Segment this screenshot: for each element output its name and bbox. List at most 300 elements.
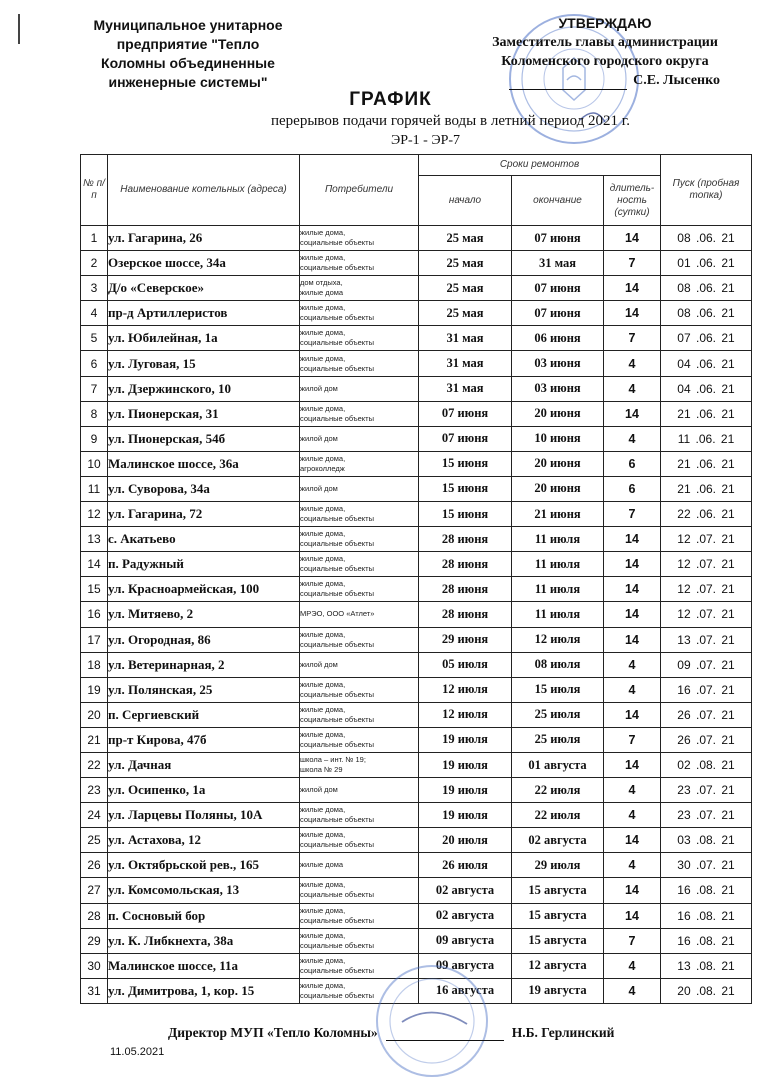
boiler-address: ул. Полянская, 25 <box>108 677 300 702</box>
document-title: ГРАФИК <box>349 89 432 110</box>
consumer-line: жилые дома, <box>300 353 346 363</box>
row-number: 13 <box>81 527 108 552</box>
repair-start: 25 мая <box>419 226 512 251</box>
repair-end: 15 августа <box>512 903 604 928</box>
test-launch-date: 13 .08. 21 <box>661 953 752 978</box>
consumer-line: школа – инт. № 19; <box>300 755 366 765</box>
boiler-address: ул. Дзержинского, 10 <box>108 376 300 401</box>
table-row <box>81 401 752 426</box>
consumer-line: жилые дома, <box>300 830 346 840</box>
test-launch-date: 03 .08. 21 <box>661 828 752 853</box>
table-row <box>81 803 752 828</box>
consumer-line: социальные объекты <box>300 363 375 373</box>
consumer-line: социальные объекты <box>300 514 375 524</box>
table-row <box>81 602 752 627</box>
repair-end: 02 августа <box>512 828 604 853</box>
boiler-address: п. Радужный <box>108 552 300 577</box>
test-launch-date: 16 .08. 21 <box>661 878 752 903</box>
table-row <box>81 326 752 351</box>
repair-end: 22 июля <box>512 778 604 803</box>
consumer-line: социальные объекты <box>300 815 375 825</box>
repair-end: 20 июня <box>512 401 604 426</box>
consumers <box>300 853 419 878</box>
repair-start: 25 мая <box>419 251 512 276</box>
consumer-line: социальные объекты <box>300 714 375 724</box>
duration-days: 14 <box>604 276 661 301</box>
consumer-line: социальные объекты <box>300 639 375 649</box>
approval-line-2: Коломенского городского округа <box>501 54 709 69</box>
consumer-line: жилые дома, <box>300 303 346 313</box>
boiler-address: Д/о «Северское» <box>108 276 300 301</box>
test-launch-date: 08 .06. 21 <box>661 226 752 251</box>
consumer-line: дом отдыха, <box>300 278 343 288</box>
row-number: 20 <box>81 702 108 727</box>
repair-end: 15 августа <box>512 878 604 903</box>
consumers <box>300 602 419 627</box>
consumer-line: социальные объекты <box>300 890 375 900</box>
repair-end: 21 июня <box>512 502 604 527</box>
consumers <box>300 226 419 251</box>
table-row <box>81 376 752 401</box>
consumers <box>300 727 419 752</box>
consumer-line: жилые дома, <box>300 679 346 689</box>
repair-end: 08 июля <box>512 652 604 677</box>
consumers <box>300 426 419 451</box>
table-row <box>81 828 752 853</box>
director-name: Н.Б. Герлинский <box>511 1025 615 1040</box>
repair-end: 12 июля <box>512 627 604 652</box>
test-launch-date: 08 .06. 21 <box>661 276 752 301</box>
consumers <box>300 376 419 401</box>
consumer-line: социальные объекты <box>300 564 375 574</box>
test-launch-date: 02 .08. 21 <box>661 752 752 777</box>
consumers <box>300 326 419 351</box>
consumer-line: жилые дома, <box>300 554 346 564</box>
row-number: 26 <box>81 853 108 878</box>
repair-start: 09 августа <box>419 928 512 953</box>
consumers <box>300 652 419 677</box>
consumers <box>300 752 419 777</box>
consumers <box>300 502 419 527</box>
consumers <box>300 828 419 853</box>
row-number: 1 <box>81 226 108 251</box>
row-number: 16 <box>81 602 108 627</box>
boiler-address: ул. Митяево, 2 <box>108 602 300 627</box>
test-launch-date: 26 .07. 21 <box>661 702 752 727</box>
boiler-address: ул. Юбилейная, 1а <box>108 326 300 351</box>
consumer-line: школа № 29 <box>300 765 343 775</box>
test-launch-date: 16 .08. 21 <box>661 903 752 928</box>
row-number: 24 <box>81 803 108 828</box>
consumer-line: жилые дома, <box>300 504 346 514</box>
boiler-address: ул. Гагарина, 72 <box>108 502 300 527</box>
test-launch-date: 21 .06. 21 <box>661 476 752 501</box>
approval-line-1: Заместитель главы администрации <box>492 35 718 50</box>
table-row <box>81 451 752 476</box>
consumers <box>300 552 419 577</box>
consumer-line: жилые дома, <box>300 980 346 990</box>
table-row <box>81 552 752 577</box>
repair-end: 03 июня <box>512 351 604 376</box>
consumer-line: социальные объекты <box>300 413 375 423</box>
header-repair-terms: Сроки ремонтов <box>419 155 661 176</box>
duration-days: 14 <box>604 702 661 727</box>
repair-start: 28 июня <box>419 552 512 577</box>
row-number: 2 <box>81 251 108 276</box>
consumers <box>300 577 419 602</box>
row-number: 10 <box>81 451 108 476</box>
repair-end: 06 июня <box>512 326 604 351</box>
row-number: 21 <box>81 727 108 752</box>
repair-start: 19 июля <box>419 752 512 777</box>
row-number: 8 <box>81 401 108 426</box>
repair-end: 11 июля <box>512 577 604 602</box>
duration-days: 14 <box>604 301 661 326</box>
consumer-line: социальные объекты <box>300 689 375 699</box>
repair-start: 19 июля <box>419 803 512 828</box>
repair-start: 31 мая <box>419 376 512 401</box>
repair-start: 15 июня <box>419 476 512 501</box>
boiler-address: ул. Гагарина, 26 <box>108 226 300 251</box>
organization-block <box>72 16 304 92</box>
row-number: 6 <box>81 351 108 376</box>
consumers <box>300 928 419 953</box>
consumer-line: социальные объекты <box>300 739 375 749</box>
duration-days: 4 <box>604 677 661 702</box>
repair-end: 01 августа <box>512 752 604 777</box>
repair-start: 28 июня <box>419 602 512 627</box>
document-date: 11.05.2021 <box>110 1046 165 1058</box>
row-number: 9 <box>81 426 108 451</box>
repair-start: 12 июля <box>419 702 512 727</box>
test-launch-date: 07 .06. 21 <box>661 326 752 351</box>
repair-start: 29 июня <box>419 627 512 652</box>
repair-start: 05 июля <box>419 652 512 677</box>
boiler-address: ул. Ларцевы Поляны, 10А <box>108 803 300 828</box>
org-line: Коломны объединенные <box>101 55 275 71</box>
repair-start: 31 мая <box>419 351 512 376</box>
duration-days: 14 <box>604 552 661 577</box>
row-number: 14 <box>81 552 108 577</box>
boiler-address: ул. Октябрьской рев., 165 <box>108 853 300 878</box>
consumers <box>300 527 419 552</box>
header-num: № п/п <box>81 155 108 226</box>
boiler-address: Малинское шоссе, 11а <box>108 953 300 978</box>
consumers <box>300 401 419 426</box>
repair-end: 07 июня <box>512 226 604 251</box>
repair-start: 07 июня <box>419 401 512 426</box>
duration-days: 14 <box>604 903 661 928</box>
repair-start: 07 июня <box>419 426 512 451</box>
consumer-line: жилые дома, <box>300 228 346 238</box>
repair-start: 19 июля <box>419 727 512 752</box>
table-row <box>81 351 752 376</box>
boiler-address: ул. Ветеринарная, 2 <box>108 652 300 677</box>
consumer-line: жилые дома, <box>300 880 346 890</box>
schedule-rows <box>81 226 752 1004</box>
schedule-table <box>80 154 752 1004</box>
repair-end: 20 июня <box>512 476 604 501</box>
table-row <box>81 226 752 251</box>
row-number: 17 <box>81 627 108 652</box>
boiler-address: с. Акатьево <box>108 527 300 552</box>
consumer-line: жилые дома, <box>300 955 346 965</box>
repair-start: 28 июня <box>419 577 512 602</box>
duration-days: 4 <box>604 803 661 828</box>
table-row <box>81 853 752 878</box>
boiler-address: ул. Комсомольская, 13 <box>108 878 300 903</box>
test-launch-date: 04 .06. 21 <box>661 376 752 401</box>
consumer-line: жилые дома, <box>300 453 346 463</box>
table-row <box>81 903 752 928</box>
table-row <box>81 426 752 451</box>
duration-days: 4 <box>604 376 661 401</box>
test-launch-date: 21 .06. 21 <box>661 401 752 426</box>
test-launch-date: 16 .07. 21 <box>661 677 752 702</box>
repair-end: 19 августа <box>512 978 604 1003</box>
duration-days: 4 <box>604 953 661 978</box>
row-number: 25 <box>81 828 108 853</box>
consumer-line: жилые дома, <box>300 403 346 413</box>
test-launch-date: 21 .06. 21 <box>661 451 752 476</box>
row-number: 11 <box>81 476 108 501</box>
consumers <box>300 301 419 326</box>
test-launch-date: 12 .07. 21 <box>661 602 752 627</box>
table-row <box>81 928 752 953</box>
consumer-line: социальные объекты <box>300 965 375 975</box>
org-line: Муниципальное унитарное <box>93 17 283 33</box>
test-launch-date: 11 .06. 21 <box>661 426 752 451</box>
duration-days: 7 <box>604 928 661 953</box>
repair-start: 09 августа <box>419 953 512 978</box>
duration-days: 4 <box>604 853 661 878</box>
approval-signer: С.Е. Лысенко <box>633 73 720 88</box>
repair-end: 07 июня <box>512 301 604 326</box>
boiler-address: ул. Дачная <box>108 752 300 777</box>
test-launch-date: 23 .07. 21 <box>661 803 752 828</box>
table-row <box>81 727 752 752</box>
consumer-line: жилые дома, <box>300 805 346 815</box>
director-position: Директор МУП «Тепло Коломны» <box>168 1025 378 1040</box>
consumer-line: жилые дома <box>300 860 344 870</box>
boiler-address: пр-д Артиллеристов <box>108 301 300 326</box>
table-row <box>81 878 752 903</box>
test-launch-date: 12 .07. 21 <box>661 552 752 577</box>
boiler-address: ул. Осипенко, 1а <box>108 778 300 803</box>
organization-stamp <box>372 962 492 1080</box>
repair-start: 02 августа <box>419 903 512 928</box>
repair-end: 15 августа <box>512 928 604 953</box>
consumer-line: жилые дома, <box>300 253 346 263</box>
row-number: 7 <box>81 376 108 401</box>
consumers <box>300 878 419 903</box>
row-number: 15 <box>81 577 108 602</box>
consumer-line: социальные объекты <box>300 238 375 248</box>
test-launch-date: 20 .08. 21 <box>661 978 752 1003</box>
approval-signature-row <box>470 71 740 90</box>
repair-start: 25 мая <box>419 301 512 326</box>
boiler-address: п. Сергиевский <box>108 702 300 727</box>
repair-start: 15 июня <box>419 502 512 527</box>
header-duration: длитель-ность (сутки) <box>604 176 661 226</box>
repair-start: 20 июля <box>419 828 512 853</box>
repair-end: 25 июля <box>512 702 604 727</box>
row-number: 3 <box>81 276 108 301</box>
repair-end: 20 июня <box>512 451 604 476</box>
boiler-address: Озерское шоссе, 34а <box>108 251 300 276</box>
scan-artifact <box>18 14 20 44</box>
header-name: Наименование котельных (адреса) <box>108 155 300 226</box>
consumers <box>300 476 419 501</box>
header-end: окончание <box>512 176 604 226</box>
consumer-line: жилые дома, <box>300 579 346 589</box>
header-start: начало <box>419 176 512 226</box>
approval-title: УТВЕРЖДАЮ <box>558 15 652 31</box>
consumer-line: агроколледж <box>300 463 345 473</box>
consumer-line: МРЭО, ООО «Атлет» <box>300 609 375 619</box>
repair-end: 15 июля <box>512 677 604 702</box>
consumer-line: социальные объекты <box>300 940 375 950</box>
table-row <box>81 301 752 326</box>
consumer-line: жилой дом <box>300 785 338 795</box>
repair-end: 11 июля <box>512 552 604 577</box>
duration-days: 6 <box>604 476 661 501</box>
duration-days: 4 <box>604 778 661 803</box>
duration-days: 4 <box>604 978 661 1003</box>
table-row <box>81 752 752 777</box>
document-subtitle: перерывов подачи горячей воды в летний период 2021 г. <box>271 113 630 129</box>
duration-days: 7 <box>604 502 661 527</box>
repair-start: 25 мая <box>419 276 512 301</box>
consumer-line: жилой дом <box>300 659 338 669</box>
repair-end: 31 мая <box>512 251 604 276</box>
test-launch-date: 13 .07. 21 <box>661 627 752 652</box>
boiler-address: Малинское шоссе, 36а <box>108 451 300 476</box>
consumers <box>300 903 419 928</box>
table-row <box>81 652 752 677</box>
row-number: 5 <box>81 326 108 351</box>
consumer-line: социальные объекты <box>300 313 375 323</box>
duration-days: 6 <box>604 451 661 476</box>
consumers <box>300 778 419 803</box>
repair-end: 07 июня <box>512 276 604 301</box>
footer-signature <box>168 1025 614 1041</box>
boiler-address: ул. Пионерская, 54б <box>108 426 300 451</box>
table-row <box>81 627 752 652</box>
repair-end: 25 июля <box>512 727 604 752</box>
row-number: 29 <box>81 928 108 953</box>
consumer-line: жилые дома, <box>300 930 346 940</box>
duration-days: 14 <box>604 401 661 426</box>
table-row <box>81 677 752 702</box>
test-launch-date: 12 .07. 21 <box>661 577 752 602</box>
consumer-line: социальные объекты <box>300 338 375 348</box>
consumer-line: социальные объекты <box>300 840 375 850</box>
repair-start: 16 августа <box>419 978 512 1003</box>
repair-end: 03 июня <box>512 376 604 401</box>
consumers <box>300 627 419 652</box>
boiler-address: п. Сосновый бор <box>108 903 300 928</box>
consumers <box>300 702 419 727</box>
row-number: 18 <box>81 652 108 677</box>
row-number: 27 <box>81 878 108 903</box>
consumer-line: жилой дом <box>300 383 338 393</box>
repair-end: 22 июля <box>512 803 604 828</box>
boiler-address: ул. Суворова, 34а <box>108 476 300 501</box>
approval-block <box>470 14 740 90</box>
repair-end: 11 июля <box>512 602 604 627</box>
test-launch-date: 08 .06. 21 <box>661 301 752 326</box>
repair-start: 02 августа <box>419 878 512 903</box>
table-row <box>81 577 752 602</box>
header-test-launch: Пуск (пробная топка) <box>661 155 752 226</box>
signature-line <box>509 75 627 90</box>
table-row <box>81 778 752 803</box>
org-line: предприятие "Тепло <box>116 36 260 52</box>
consumer-line: жилые дома, <box>300 529 346 539</box>
consumer-line: жилые дома, <box>300 905 346 915</box>
consumer-line: жилой дом <box>300 433 338 443</box>
test-launch-date: 01 .06. 21 <box>661 251 752 276</box>
boiler-address: ул. Огородная, 86 <box>108 627 300 652</box>
boiler-address: пр-т Кирова, 47б <box>108 727 300 752</box>
test-launch-date: 30 .07. 21 <box>661 853 752 878</box>
duration-days: 14 <box>604 752 661 777</box>
row-number: 31 <box>81 978 108 1003</box>
repair-end: 10 июня <box>512 426 604 451</box>
row-number: 28 <box>81 903 108 928</box>
repair-start: 28 июня <box>419 527 512 552</box>
repair-end: 11 июля <box>512 527 604 552</box>
consumer-line: жилой дом <box>300 483 338 493</box>
consumer-line: социальные объекты <box>300 915 375 925</box>
boiler-address: ул. Димитрова, 1, кор. 15 <box>108 978 300 1003</box>
consumer-line: социальные объекты <box>300 589 375 599</box>
repair-end: 12 августа <box>512 953 604 978</box>
repair-start: 15 июня <box>419 451 512 476</box>
test-launch-date: 12 .07. 21 <box>661 527 752 552</box>
duration-days: 7 <box>604 326 661 351</box>
repair-start: 12 июля <box>419 677 512 702</box>
consumers <box>300 677 419 702</box>
header-consumers: Потребители <box>300 155 419 226</box>
duration-days: 4 <box>604 351 661 376</box>
repair-end: 29 июля <box>512 853 604 878</box>
table-row <box>81 527 752 552</box>
test-launch-date: 16 .08. 21 <box>661 928 752 953</box>
duration-days: 14 <box>604 602 661 627</box>
consumer-line: жилые дома, <box>300 729 346 739</box>
duration-days: 14 <box>604 878 661 903</box>
table-row <box>81 276 752 301</box>
test-launch-date: 04 .06. 21 <box>661 351 752 376</box>
repair-start: 19 июля <box>419 778 512 803</box>
duration-days: 7 <box>604 251 661 276</box>
director-signature-line <box>386 1028 504 1041</box>
test-launch-date: 23 .07. 21 <box>661 778 752 803</box>
test-launch-date: 09 .07. 21 <box>661 652 752 677</box>
consumer-line: жилые дома, <box>300 629 346 639</box>
test-launch-date: 26 .07. 21 <box>661 727 752 752</box>
consumers <box>300 803 419 828</box>
duration-days: 14 <box>604 828 661 853</box>
row-number: 12 <box>81 502 108 527</box>
duration-days: 4 <box>604 652 661 677</box>
test-launch-date: 22 .06. 21 <box>661 502 752 527</box>
duration-days: 7 <box>604 727 661 752</box>
consumers <box>300 276 419 301</box>
row-number: 22 <box>81 752 108 777</box>
